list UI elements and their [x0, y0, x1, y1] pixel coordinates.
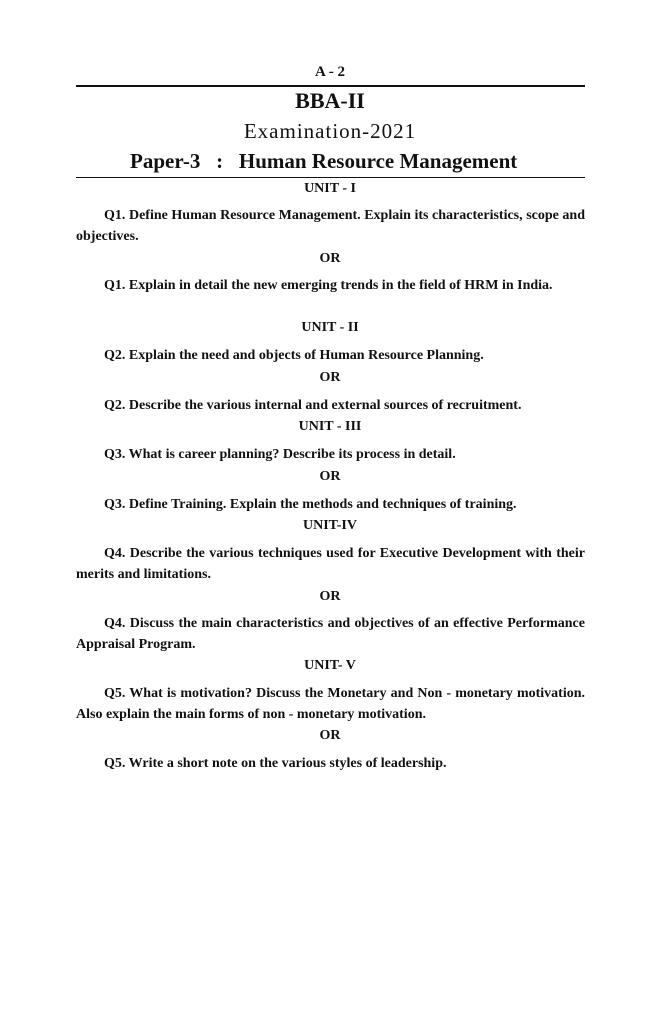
unit-5-question-b: Q5. Write a short note on the various styles of leadership. [104, 756, 447, 771]
unit-2-question-a: Q2. Explain the need and objects of Human Resource Planning. [104, 348, 484, 363]
unit-4-question-a: Q4. Describe the various techniques used for Executive Development with their merits and limitations. [76, 546, 585, 582]
unit-1-heading: UNIT - I [304, 181, 356, 196]
unit-1-question-a: Q1. Define Human Resource Management. Explain its characteristics, scope and objectives. [76, 208, 585, 244]
unit-4-heading: UNIT-IV [303, 518, 357, 533]
exam-title: Examination-2021 [243, 119, 417, 143]
page-code: A - 2 [315, 64, 345, 80]
unit-4-or: OR [319, 589, 341, 604]
unit-2-question-b: Q2. Describe the various internal and external sources of recruitment. [104, 398, 522, 413]
unit-2-heading: UNIT - II [301, 320, 359, 335]
top-divider [76, 85, 585, 87]
unit-3-heading: UNIT - III [298, 419, 362, 434]
unit-2-or: OR [319, 370, 341, 385]
paper-title: Paper-3 : Human Resource Management [130, 149, 518, 173]
unit-3-or: OR [319, 469, 341, 484]
course-title: BBA-II [295, 88, 365, 113]
unit-1-or: OR [319, 251, 341, 266]
unit-5-or: OR [319, 728, 341, 743]
header-divider [76, 177, 585, 178]
unit-3-question-a: Q3. What is career planning? Describe its process in detail. [104, 447, 456, 462]
unit-4-question-b: Q4. Discuss the main characteristics and objectives of an effective Performance Appraisal Program. [76, 616, 585, 652]
unit-5-question-a: Q5. What is motivation? Discuss the Monetary and Non - monetary motivation. Also explain the main forms of non - monetary motivation. [76, 686, 585, 722]
unit-1-question-b: Q1. Explain in detail the new emerging trends in the field of HRM in India. [104, 278, 553, 293]
unit-3-question-b: Q3. Define Training. Explain the methods and techniques of training. [104, 497, 517, 512]
unit-5-heading: UNIT- V [304, 658, 356, 673]
